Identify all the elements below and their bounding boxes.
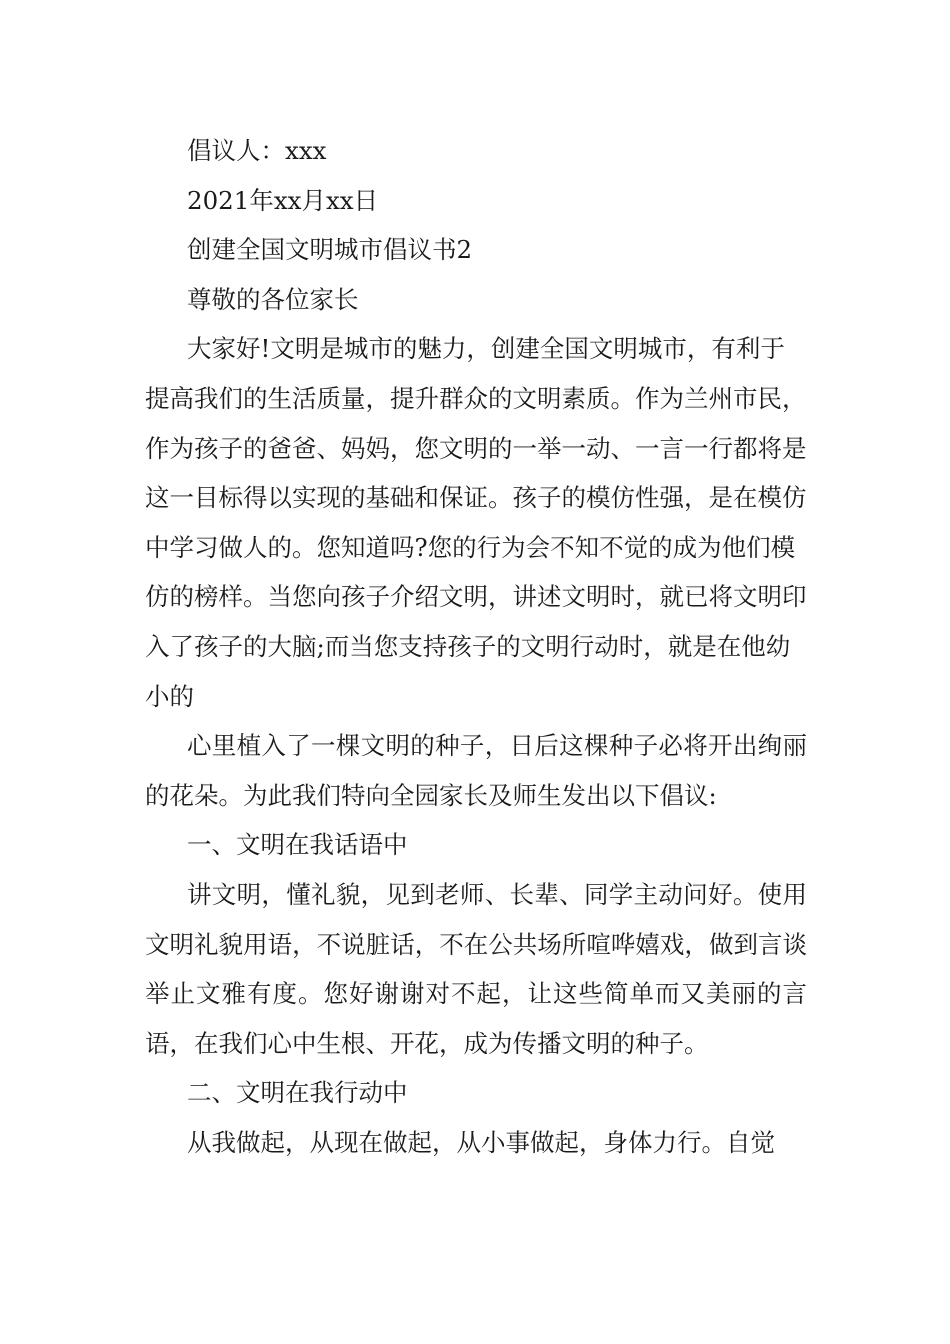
paragraph-greeting: 大家好!文明是城市的魅力，创建全国文明城市，有利于提高我们的生活质量，提升群众的文明素质。作为兰州市民，作为孩子的爸爸、妈妈，您文明的一举一动、一言一行都将是这一目标得以实现的基础和保证。孩子的模仿性强，是在模仿中学习做人的。您知道吗?您的行为会不知不觉的成为他们模仿的榜样。当您向孩子介绍文明，讲述文明时，就已将文明印入了孩子的大脑;而当您支持孩子的文明行动时，就是在他幼小的 (145, 334, 807, 711)
paragraph-action: 从我做起，从现在做起，从小事做起，身体力行。自觉 (187, 1127, 775, 1157)
section-heading-speech: 一、文明在我话语中 (187, 830, 408, 860)
proposer-line: 倡议人：xxx (187, 136, 327, 165)
date-line: 2021年xx月xx日 (187, 185, 379, 215)
document-body (145, 126, 807, 1167)
section-heading-action: 二、文明在我行动中 (187, 1078, 408, 1108)
paragraph-seed: 心里植入了一棵文明的种子，日后这棵种子必将开出绚丽的花朵。为此我们特向全园家长及师生发出以下倡议: (145, 731, 807, 810)
salutation: 尊敬的各位家长 (187, 284, 359, 314)
paragraph-speech: 讲文明，懂礼貌，见到老师、长辈、同学主动问好。使用文明礼貌用语，不说脏话，不在公共场所喧哗嬉戏，做到言谈举止文雅有度。您好谢谢对不起，让这些简单而又美丽的言语，在我们心中生根、开花，成为传播文明的种子。 (145, 879, 807, 1058)
document-title: 创建全国文明城市倡议书2 (187, 235, 473, 265)
